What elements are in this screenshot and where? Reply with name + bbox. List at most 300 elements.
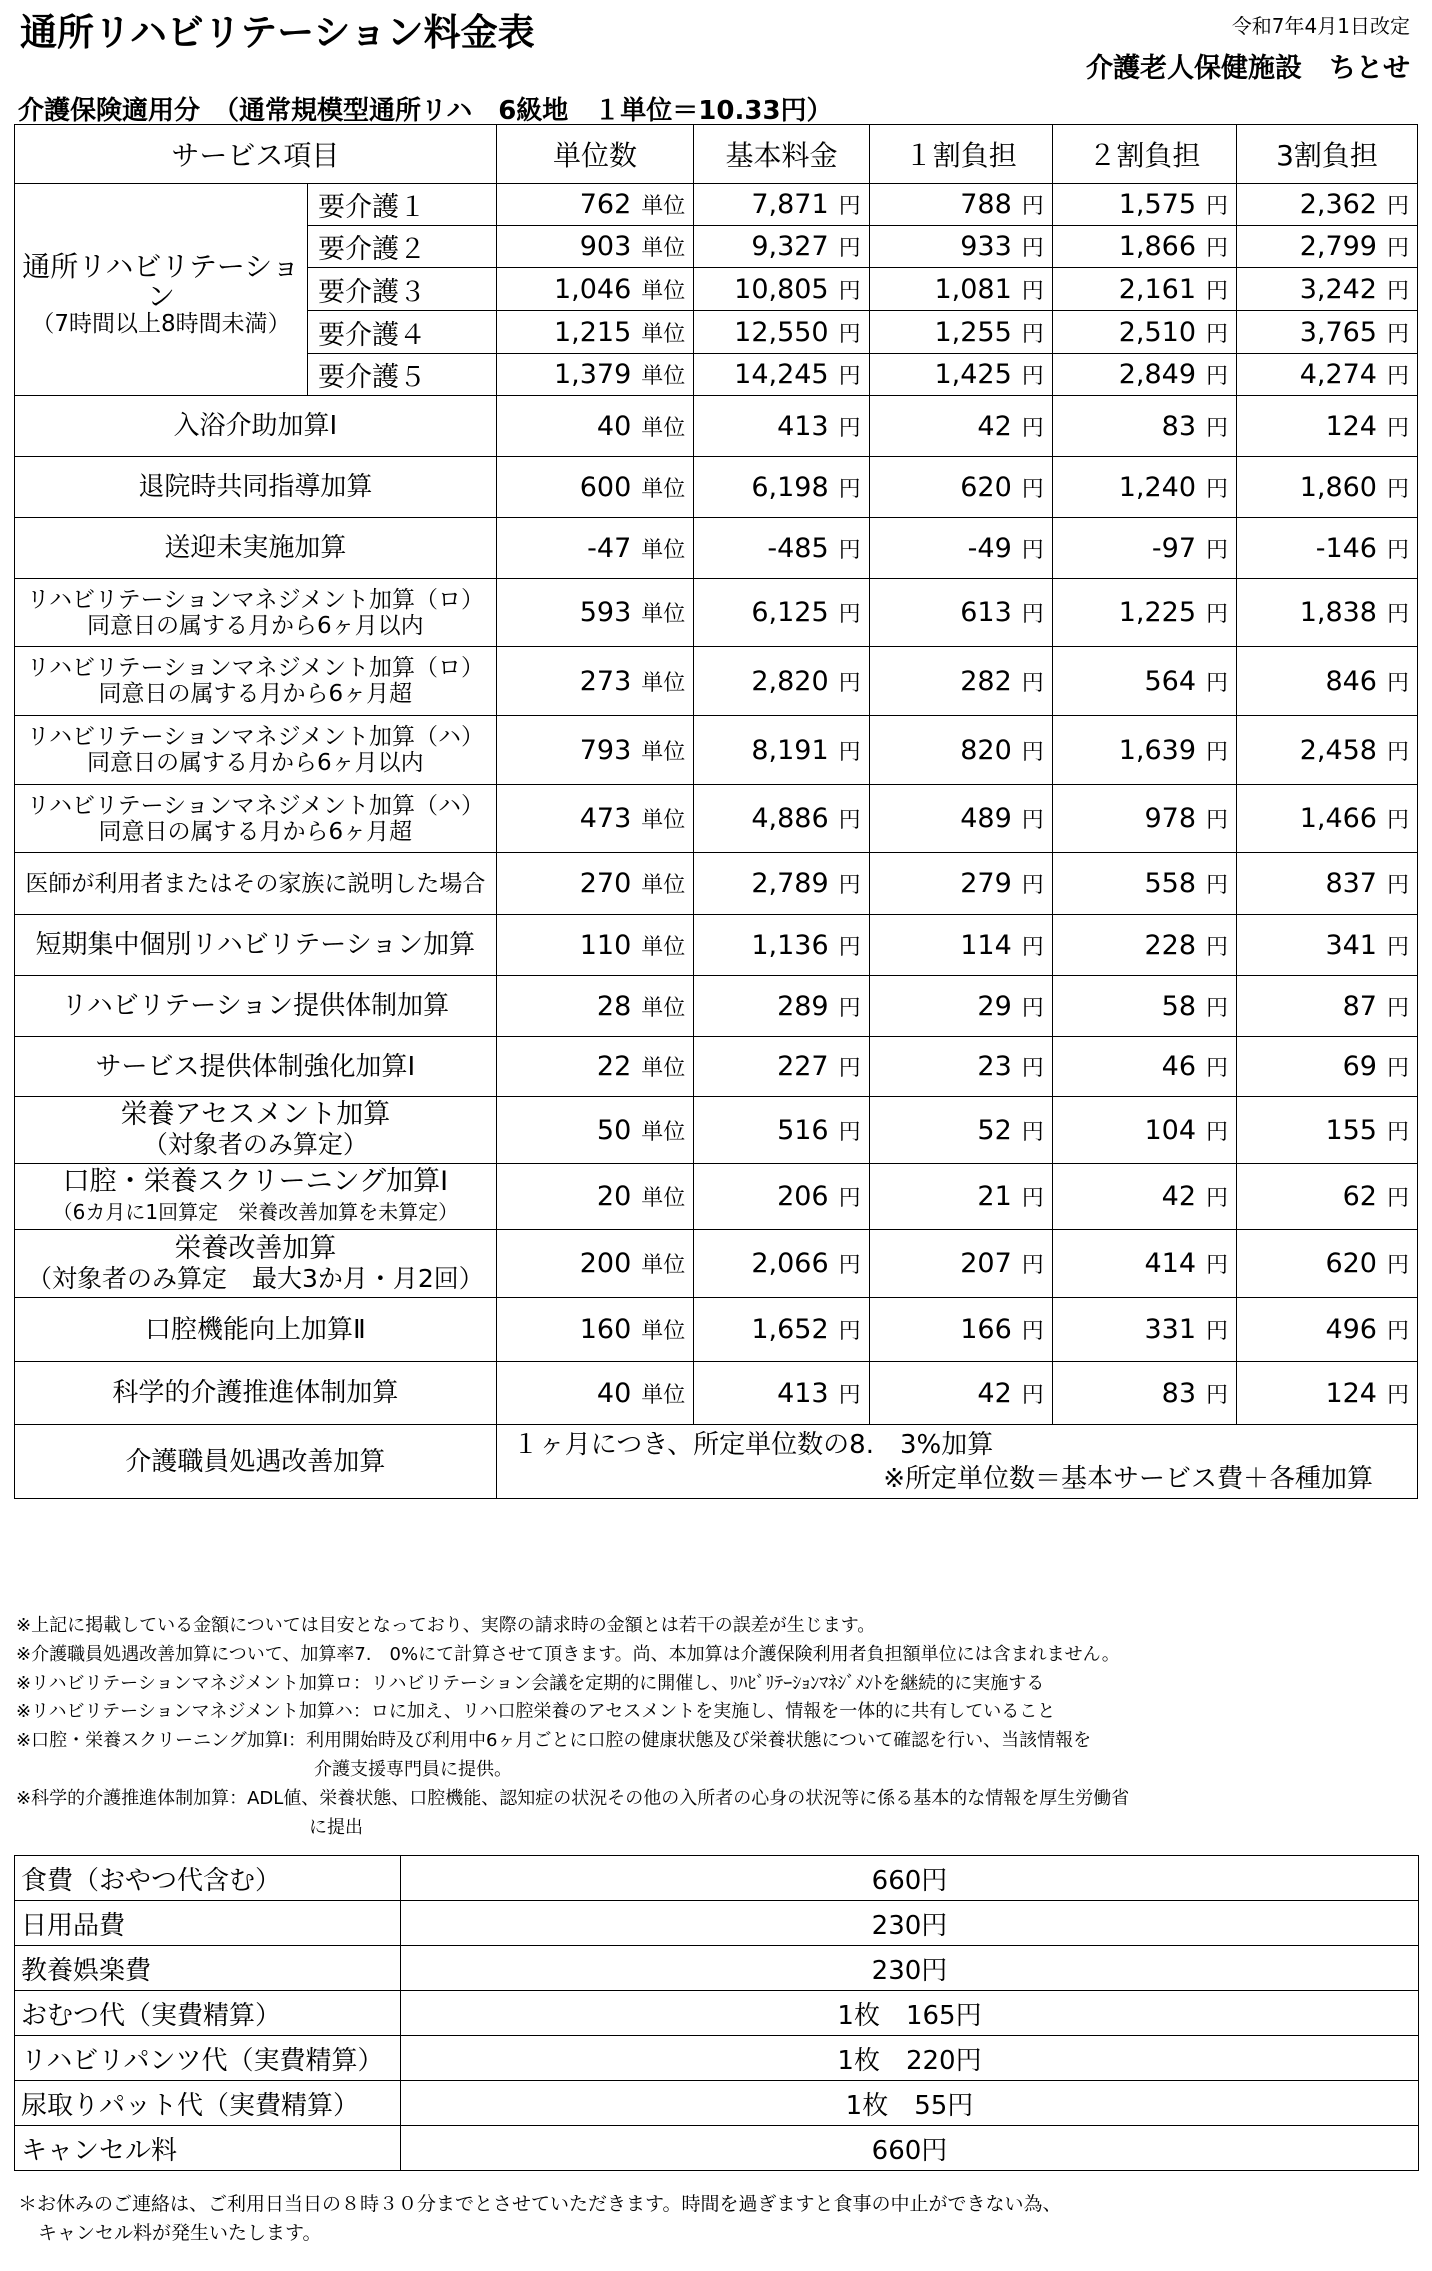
table-row [15,647,1418,716]
base-fee-cell-value: 289 [777,990,829,1022]
copay-10-cell-value: 282 [960,665,1012,697]
base-fee-cell [694,396,869,457]
copay-20-cell-value: 2,161 [1118,273,1197,305]
unit-label: 円 [1386,537,1409,563]
addon-name [15,853,497,915]
unit-label: 円 [1386,1319,1409,1344]
care-level: 要介護５ [308,354,497,396]
addon-name [15,976,497,1037]
units-cell [496,457,694,518]
copay-20-cell [1052,1362,1236,1425]
copay-30-cell-value: 124 [1325,1377,1377,1409]
unit-label: 円 [1386,1253,1409,1278]
units-cell-value: 110 [579,929,632,961]
staff-addon-line2: ※所定単位数＝基本サービス費＋各種加算 [883,1463,1373,1494]
unit-label: 単位 [641,808,686,833]
header-service: サービス項目 [15,125,497,184]
copay-30-cell-value: 124 [1325,410,1377,442]
staff-addon-note [496,1425,1417,1499]
copay-30-cell-value: 2,458 [1299,734,1377,766]
base-fee-cell [694,853,869,915]
copay-10-cell-value: 613 [960,597,1012,628]
footer-line: ＊お休みのご連絡は、ご利用日当日の８時３０分までとさせていただきます。時間を過ぎますと食事の中止ができない為、 [18,2193,1062,2215]
copay-30-cell [1237,226,1418,268]
copay-20-cell [1052,1164,1236,1230]
unit-label: 単位 [641,1119,686,1145]
addon-subtitle: （6カ月に1回算定 栄養改善加算を未算定） [52,1199,459,1224]
base-fee-cell [694,354,869,396]
units-cell [496,853,694,915]
units-cell-value: 28 [596,990,632,1022]
units-cell-value: 50 [596,1114,632,1146]
copay-20-cell [1052,976,1236,1037]
copay-10-cell [869,354,1052,396]
copay-10-cell [869,1362,1052,1425]
header-base-fee: 基本料金 [694,125,869,184]
unit-label: 単位 [641,1253,686,1278]
unit-label: 円 [1386,415,1409,441]
unit-label: 円 [838,321,861,347]
unit-label: 円 [1386,873,1409,898]
addon-title: 栄養アセスメント加算 [120,1099,391,1130]
header-units: 単位数 [496,125,694,184]
copay-10-cell [869,268,1052,311]
unit-label: 円 [1206,415,1229,441]
unit-label: 円 [1206,364,1229,389]
copay-10-cell [869,915,1052,976]
addon-subtitle: 同意日の属する月から6ヶ月以内 [87,750,424,776]
addon-subtitle: （対象者のみ算定 最大3か月・月2回） [26,1263,484,1293]
copay-10-cell-value: -49 [967,532,1012,564]
copay-20-cell-value: 414 [1144,1248,1197,1279]
unit-label: 円 [838,934,861,960]
header-copay-10: １割負担 [869,125,1052,184]
units-cell [496,396,694,457]
copay-20-cell-value: 978 [1144,803,1197,834]
unit-label: 円 [1021,1253,1044,1278]
care-level: 要介護１ [308,184,497,226]
units-cell-value: 40 [596,410,632,442]
copay-20-cell-value: 331 [1144,1314,1197,1345]
copay-10-cell [869,1097,1052,1164]
table-row [15,1425,1418,1499]
base-fee-cell [694,1037,869,1097]
fee-value: 1枚 165円 [401,1991,1419,2036]
copay-30-cell-value: 69 [1342,1051,1377,1082]
unit-label: 円 [838,1186,861,1211]
copay-10-cell-value: 933 [960,231,1012,262]
copay-20-cell [1052,1230,1236,1298]
unit-label: 円 [838,1056,861,1081]
addon-title: リハビリテーションマネジメント加算（ハ） [26,792,484,819]
addon-title: リハビリテーションマネジメント加算（ハ） [26,724,484,750]
units-cell-value: 40 [596,1377,632,1409]
addon-name [15,1298,497,1362]
copay-30-cell-value: 620 [1325,1248,1377,1279]
copay-20-cell [1052,354,1236,396]
unit-label: 円 [1021,194,1044,219]
fee-row [15,1946,1419,1991]
unit-label: 円 [1021,1319,1044,1344]
addon-name [15,518,497,579]
unit-label: 円 [1206,873,1229,898]
unit-label: 円 [1206,934,1229,960]
unit-label: 円 [838,364,861,389]
unit-label: 円 [838,194,861,219]
fee-value: 660円 [401,1856,1419,1901]
base-fee-cell [694,311,869,354]
copay-10-cell-value: 489 [960,803,1012,834]
copay-20-cell [1052,311,1236,354]
table-row [15,1362,1418,1425]
unit-label: 円 [1206,1253,1229,1278]
unit-label: 円 [1021,808,1044,833]
base-fee-cell-value: 9,327 [751,231,829,262]
unit-label: 円 [838,995,861,1021]
unit-label: 円 [1021,321,1044,347]
copay-20-cell [1052,268,1236,311]
base-service-duration: （7時間以上8時間未満） [31,311,291,337]
unit-label: 単位 [641,1382,686,1408]
copay-30-cell [1237,396,1418,457]
table-header-row [15,125,1418,184]
base-fee-cell [694,1362,869,1425]
copay-10-cell-value: 820 [960,734,1012,766]
footer-note [18,2190,1061,2248]
fee-label: 教養娯楽費 [15,1946,401,1991]
copay-10-cell [869,1230,1052,1298]
addon-title: リハビリテーションマネジメント加算（ロ） [26,586,484,613]
copay-10-cell-value: 166 [960,1314,1012,1345]
copay-30-cell [1237,311,1418,354]
copay-30-cell-value: 87 [1342,990,1377,1022]
copay-20-cell-value: 564 [1144,665,1197,697]
copay-30-cell [1237,1298,1418,1362]
revision-date: 令和7年4月1日改定 [1231,14,1410,38]
unit-label: 単位 [641,321,686,347]
base-fee-cell [694,1164,869,1230]
unit-label: 円 [1386,364,1409,389]
base-fee-cell-value: 7,871 [751,189,829,220]
copay-10-cell [869,396,1052,457]
fee-value: 1枚 55円 [401,2081,1419,2126]
unit-label: 円 [1206,321,1229,347]
copay-30-cell [1237,579,1418,647]
copay-10-cell [869,457,1052,518]
copay-20-cell [1052,579,1236,647]
unit-label: 円 [838,236,861,261]
unit-label: 円 [1021,934,1044,960]
fee-row [15,1856,1419,1901]
unit-label: 単位 [641,1319,686,1344]
units-cell-value: 200 [579,1248,632,1279]
unit-label: 円 [1386,1056,1409,1081]
unit-label: 円 [1021,1382,1044,1408]
unit-label: 単位 [641,602,686,627]
base-fee-cell [694,518,869,579]
copay-10-cell [869,1164,1052,1230]
addon-title: 医師が利用者またはその家族に説明した場合 [25,870,486,897]
unit-label: 円 [1206,1119,1229,1145]
base-fee-cell [694,1298,869,1362]
copay-10-cell-value: 1,081 [934,273,1012,305]
addon-title: リハビリテーションマネジメント加算（ロ） [26,655,484,681]
fee-label: おむつ代（実費精算） [15,1991,401,2036]
note-line: に提出 [309,1816,363,1838]
unit-label: 円 [1021,670,1044,696]
addon-name [15,457,497,518]
base-fee-cell [694,1097,869,1164]
copay-20-cell-value: 1,240 [1118,471,1197,503]
unit-label: 単位 [641,995,686,1021]
addon-title: 入浴介助加算Ⅰ [173,411,338,441]
base-fee-cell-value: 4,886 [751,803,829,834]
unit-label: 円 [1021,236,1044,261]
copay-20-cell-value: 558 [1144,868,1197,899]
unit-label: 円 [1206,194,1229,219]
copay-20-cell [1052,396,1236,457]
unit-label: 円 [1021,873,1044,898]
care-level: 要介護４ [308,311,497,354]
base-fee-cell-value: 14,245 [734,359,829,390]
copay-30-cell-value: 1,838 [1299,597,1377,628]
copay-30-cell [1237,1037,1418,1097]
table-row [15,785,1418,853]
addon-title: 退院時共同指導加算 [138,472,373,502]
base-service-name [15,184,308,396]
header-copay-20: ２割負担 [1052,125,1236,184]
unit-label: 単位 [641,537,686,563]
unit-label: 単位 [641,415,686,441]
units-cell [496,226,694,268]
units-cell-value: 1,046 [553,273,632,305]
units-cell-value: 793 [579,734,632,766]
addon-name [15,647,497,716]
base-fee-cell [694,226,869,268]
copay-30-cell [1237,785,1418,853]
copay-20-cell [1052,716,1236,785]
table-row [15,579,1418,647]
unit-label: 円 [1206,808,1229,833]
staff-addon-name: 介護職員処遇改善加算 [15,1425,497,1499]
unit-label: 単位 [641,1056,686,1081]
units-cell [496,716,694,785]
units-cell [496,184,694,226]
copay-30-cell [1237,1097,1418,1164]
copay-10-cell [869,579,1052,647]
unit-label: 円 [1021,537,1044,563]
base-fee-cell-value: 1,652 [751,1314,829,1345]
unit-label: 円 [838,808,861,833]
units-cell [496,976,694,1037]
units-cell-value: 1,215 [553,316,632,348]
copay-30-cell-value: 1,466 [1299,803,1377,834]
unit-label: 円 [1386,934,1409,960]
copay-20-cell [1052,457,1236,518]
unit-label: 円 [1021,739,1044,765]
units-cell-value: 270 [579,868,632,899]
unit-label: 円 [1386,1186,1409,1211]
units-cell [496,518,694,579]
addon-subtitle: 同意日の属する月から6ヶ月超 [98,681,413,707]
note-line: ※科学的介護推進体制加算：ADL値、栄養状態、口腔機能、認知症の状況その他の入所者の心身の状況等に係る基本的な情報を厚生労働省 [16,1787,1130,1809]
unit-label: 単位 [641,934,686,960]
copay-10-cell [869,1037,1052,1097]
units-cell-value: 600 [579,471,632,503]
addon-title: 送迎未実施加算 [164,533,347,563]
unit-label: 単位 [641,278,686,304]
addon-subtitle: （対象者のみ算定） [142,1130,368,1159]
units-cell-value: 22 [596,1051,632,1082]
units-cell [496,647,694,716]
note-line: 介護支援専門員に提供。 [314,1758,512,1780]
copay-10-cell [869,226,1052,268]
copay-30-cell-value: 1,860 [1299,471,1377,503]
addon-title: 短期集中個別リハビリテーション加算 [35,930,476,960]
units-cell-value: 273 [579,665,632,697]
copay-20-cell [1052,915,1236,976]
units-cell-value: 762 [579,189,632,220]
unit-label: 円 [1021,602,1044,627]
copay-30-cell-value: 4,274 [1299,359,1377,390]
addon-name [15,1097,497,1164]
copay-10-cell [869,976,1052,1037]
addon-subtitle: 同意日の属する月から6ヶ月以内 [87,612,424,639]
table-row [15,716,1418,785]
table-row [15,1037,1418,1097]
unit-label: 円 [1021,415,1044,441]
copay-30-cell [1237,268,1418,311]
unit-label: 円 [838,602,861,627]
base-fee-cell-value: 6,125 [751,597,829,628]
copay-30-cell-value: 2,362 [1299,189,1377,220]
unit-label: 円 [1021,1186,1044,1211]
addon-name [15,1362,497,1425]
units-cell [496,1037,694,1097]
base-fee-cell [694,1230,869,1298]
units-cell [496,1164,694,1230]
copay-10-cell-value: 620 [960,471,1012,503]
unit-label: 単位 [641,236,686,261]
unit-label: 円 [1206,739,1229,765]
fee-label: キャンセル料 [15,2126,401,2171]
unit-label: 円 [1386,236,1409,261]
copay-30-cell-value: 62 [1342,1181,1377,1212]
copay-20-cell [1052,226,1236,268]
copay-30-cell-value: 2,799 [1299,231,1377,262]
copay-20-cell [1052,1037,1236,1097]
fee-row [15,2126,1419,2171]
base-fee-cell [694,268,869,311]
base-fee-cell [694,785,869,853]
unit-label: 円 [1206,670,1229,696]
copay-20-cell [1052,518,1236,579]
header-copay-30: 3割負担 [1237,125,1418,184]
table-row [15,915,1418,976]
unit-label: 円 [838,415,861,441]
copay-10-cell [869,853,1052,915]
copay-20-cell-value: 46 [1161,1051,1197,1082]
base-fee-cell [694,457,869,518]
unit-label: 円 [1021,995,1044,1021]
copay-30-cell [1237,1230,1418,1298]
copay-10-cell-value: 29 [977,990,1012,1022]
copay-10-cell-value: 23 [977,1051,1012,1082]
copay-10-cell [869,184,1052,226]
copay-20-cell [1052,853,1236,915]
unit-label: 円 [1206,1319,1229,1344]
unit-label: 円 [1206,1186,1229,1211]
copay-10-cell-value: 1,255 [934,316,1012,348]
fee-row [15,2036,1419,2081]
base-fee-cell-value: 413 [777,410,829,442]
unit-label: 円 [1021,476,1044,502]
copay-30-cell [1237,915,1418,976]
base-fee-cell [694,976,869,1037]
unit-label: 円 [1206,236,1229,261]
copay-10-cell-value: 42 [977,1377,1012,1409]
copay-30-cell [1237,853,1418,915]
copay-30-cell [1237,518,1418,579]
copay-10-cell-value: 279 [960,868,1012,899]
unit-label: 円 [1021,364,1044,389]
fee-value: 1枚 220円 [401,2036,1419,2081]
base-fee-cell-value: 10,805 [734,273,829,305]
addon-name [15,1230,497,1298]
unit-label: 円 [1206,1056,1229,1081]
copay-20-cell-value: 58 [1161,990,1197,1022]
addon-name [15,579,497,647]
base-fee-cell-value: 12,550 [734,316,829,348]
addon-title: 栄養改善加算 [174,1232,337,1264]
base-fee-cell-value: 8,191 [751,734,829,766]
copay-10-cell-value: 52 [977,1114,1012,1146]
unit-label: 円 [838,1319,861,1344]
unit-label: 円 [1021,1119,1044,1145]
page-title: 通所リハビリテーション料金表 [20,11,535,54]
units-cell-value: 593 [579,597,632,628]
unit-label: 単位 [641,1186,686,1211]
unit-label: 円 [1206,1382,1229,1408]
base-fee-cell-value: 6,198 [751,471,829,503]
units-cell-value: 1,379 [553,359,632,390]
unit-label: 円 [838,670,861,696]
note-line: ※介護職員処遇改善加算について、加算率7. 0%にて計算させて頂きます。尚、本加算は介護保険利用者負担額単位には含まれません。 [16,1643,1120,1665]
copay-30-cell-value: 837 [1325,868,1377,899]
table-row [15,518,1418,579]
note-line: ※リハビリテーションマネジメント加算ハ：ロに加え、リハ口腔栄養のアセスメントを実施し、情報を一体的に共有していること [16,1701,1056,1723]
unit-label: 円 [1386,995,1409,1021]
copay-20-cell-value: 1,639 [1118,734,1197,766]
copay-20-cell-value: 228 [1144,929,1197,961]
units-cell [496,1097,694,1164]
base-service-title: 通所リハビリテーション [22,250,300,313]
section-subtitle: 介護保険適用分 （通常規模型通所リハ 6級地 １単位＝10.33円） [18,96,833,126]
note-line: ※上記に掲載している金額については目安となっており、実際の請求時の金額とは若干の誤差が生じます。 [16,1615,876,1636]
copay-30-cell [1237,647,1418,716]
base-fee-cell [694,184,869,226]
unit-label: 円 [1386,1382,1409,1408]
unit-label: 円 [1386,808,1409,833]
copay-20-cell [1052,647,1236,716]
copay-10-cell [869,518,1052,579]
table-row [15,976,1418,1037]
unit-label: 円 [1386,739,1409,765]
copay-20-cell [1052,184,1236,226]
table-row [15,853,1418,915]
table-row [15,396,1418,457]
units-cell-value: 473 [579,803,632,834]
